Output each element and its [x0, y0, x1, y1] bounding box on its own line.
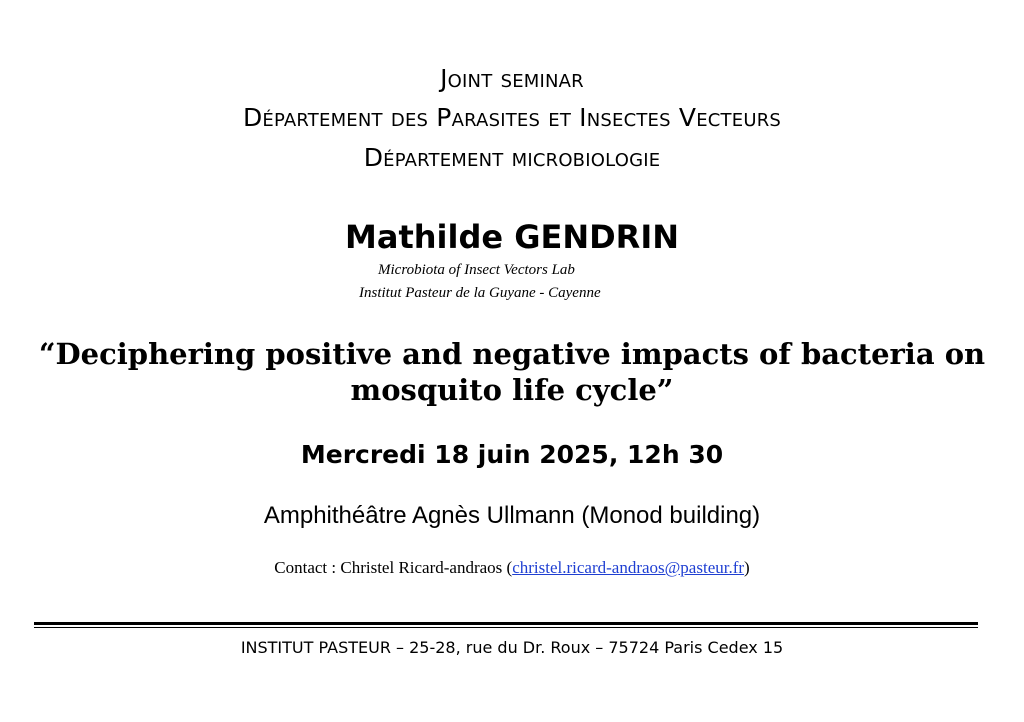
speaker-institute: Institut Pasteur de la Guyane - Cayenne: [359, 285, 601, 301]
speaker-name: Mathilde GENDRIN: [345, 218, 679, 256]
event-venue: Amphithéâtre Agnès Ullmann (Monod building): [263, 502, 761, 529]
speaker-lab: Microbiota of Insect Vectors Lab: [378, 262, 575, 278]
department-parasites-heading: Département des Parasites et Insectes Vecteurs: [242, 103, 782, 132]
footer-address: INSTITUT PASTEUR – 25-28, rue du Dr. Roux – 75724 Paris Cedex 15: [240, 638, 784, 657]
contact-suffix: ): [744, 558, 750, 577]
seminar-type-heading: Joint seminar: [440, 64, 584, 93]
contact-line: [0, 558, 1024, 578]
talk-title-line-1: “Deciphering positive and negative impacts of bacteria on: [38, 337, 986, 371]
contact-email-link[interactable]: christel.ricard-andraos@pasteur.fr: [512, 558, 745, 577]
event-datetime: Mercredi 18 juin 2025, 12h 30: [300, 440, 724, 469]
footer-divider-thin: [34, 627, 978, 628]
contact-prefix: Contact : Christel Ricard-andraos (: [274, 558, 513, 577]
department-microbiology-heading: Département microbiologie: [363, 143, 661, 172]
footer-divider-thick: [34, 622, 978, 625]
talk-title-line-2: mosquito life cycle”: [350, 373, 674, 407]
